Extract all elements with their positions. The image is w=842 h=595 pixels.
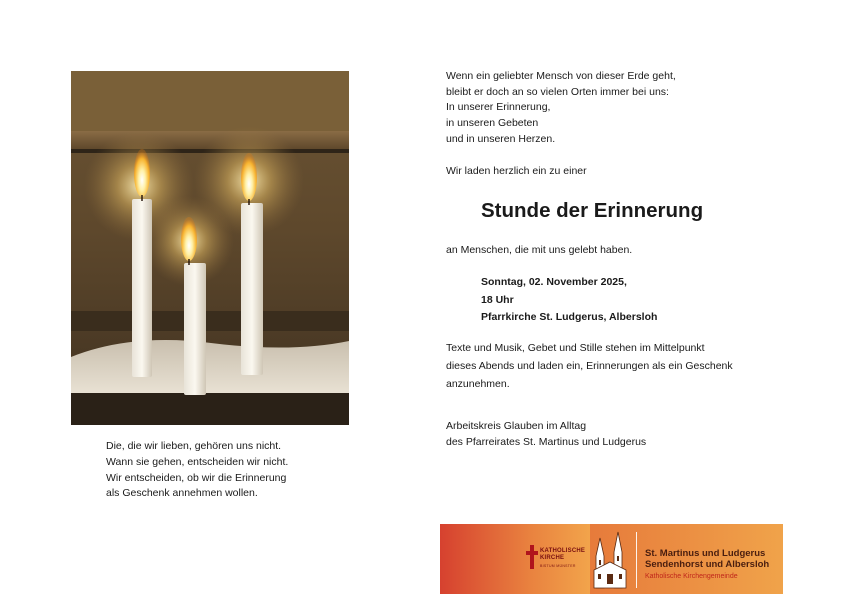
signature-line: Arbeitskreis Glauben im Alltag <box>446 420 587 432</box>
church-icon <box>590 530 630 590</box>
caption-line: Die, die wir lieben, gehören uns nicht. <box>106 440 282 452</box>
dedication-line: an Menschen, die mit uns gelebt haben. <box>446 244 633 256</box>
katholische-kirche-logo: KATHOLISCHE KIRCHE <box>540 548 586 561</box>
banner-divider <box>636 532 637 588</box>
intro-text <box>446 69 786 179</box>
bistum-label: BISTUM MÜNSTER <box>540 564 576 568</box>
description-line: Texte und Musik, Gebet und Stille stehen im Mittelpunkt <box>446 342 705 354</box>
description-line: dieses Abends und laden ein, Erinnerungen als ein Geschenk <box>446 360 733 372</box>
parish-banner <box>440 524 783 594</box>
intro-line: bleibt er doch an so vielen Orten immer bei uns: <box>446 85 669 98</box>
intro-line: in unseren Gebeten <box>446 117 539 130</box>
caption-line: Wann sie gehen, entscheiden wir nicht. <box>106 455 289 468</box>
intro-line: Wenn ein geliebter Mensch von dieser Erde geht, <box>446 70 676 82</box>
signature-line: des Pfarreirates St. Martinus und Ludgerus <box>446 436 647 448</box>
event-place: Pfarrkirche St. Ludgerus, Albersloh <box>481 311 658 323</box>
invitation-line: Wir laden herzlich ein zu einer <box>446 164 587 177</box>
event-description <box>446 339 733 393</box>
photo-caption <box>106 439 288 502</box>
parish-name: St. Martinus und Ludgerus Sendenhorst und Albersloh Katholische Kirchengemeinde <box>645 548 770 580</box>
cross-icon <box>526 545 538 569</box>
event-title: Stunde der Erinnerung <box>481 199 704 222</box>
event-time: 18 Uhr <box>481 293 514 306</box>
candles-photo <box>71 71 349 425</box>
description-line: anzunehmen. <box>446 378 510 390</box>
intro-line: In unserer Erinnerung, <box>446 101 551 114</box>
caption-line: Wir entscheiden, ob wir die Erinnerung <box>106 471 287 484</box>
organizer-signature <box>446 418 646 450</box>
event-date: Sonntag, 02. November 2025, <box>481 276 627 288</box>
event-details <box>481 274 657 327</box>
caption-line: als Geschenk annehmen wollen. <box>106 487 258 500</box>
intro-line: und in unseren Herzen. <box>446 132 556 145</box>
